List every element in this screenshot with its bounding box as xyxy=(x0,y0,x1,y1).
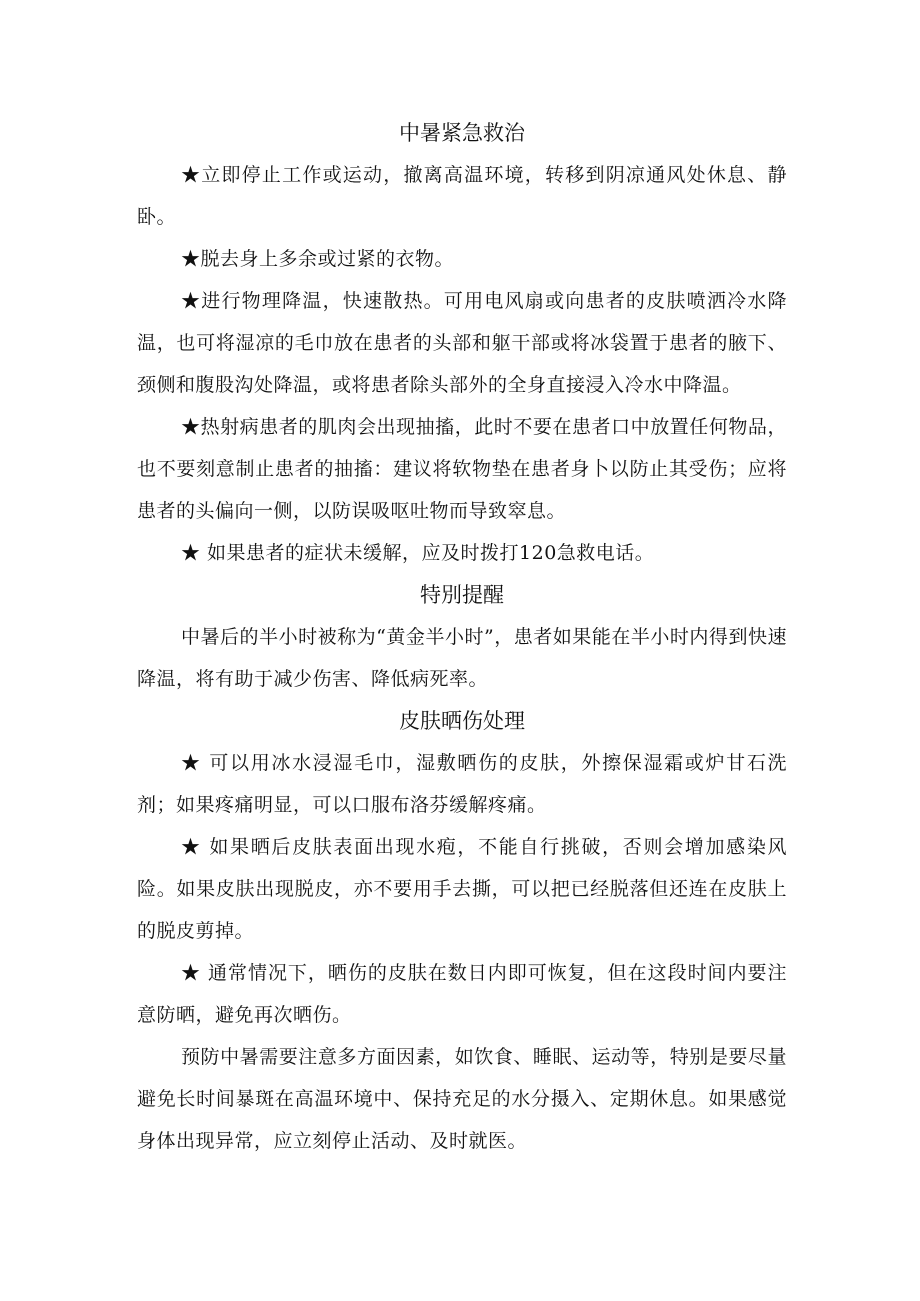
paragraph: ★立即停止工作或运动，撤离高温环境，转移到阴凉通风处休息、静卧。 xyxy=(137,164,787,228)
paragraph: ★进行物理降温，快速散热。可用电风扇或向患者的皮肤喷洒冷水降温，也可将湿凉的毛巾放在患者的头部和躯干部或将冰袋置于患者的腋下、颈侧和腹股沟处降温，或将患者除头部外的全身直接浸入冷水中降温。 xyxy=(137,290,787,396)
paragraph: ★热射病患者的肌肉会出现抽搐，此时不要在患者口中放置任何物品，也不要刻意制止患者的抽搐：建议将软物垫在患者身卜以防止其受伤；应将患者的头偏向一侧，以防误吸呕吐物而导致窣息。 xyxy=(137,416,787,522)
heading-sunburn-treatment: 皮肤晒伤处理 xyxy=(399,709,525,733)
heading-heatstroke-first-aid: 中暑紧急救治 xyxy=(399,121,525,145)
heading-special-reminder: 特別提醒 xyxy=(420,583,504,607)
paragraph: ★ 可以用冰水浸湿毛巾，湿敷晒伤的皮肤，外擦保湿霜或炉甘石洗剂；如果疼痛明显，可以口服布洛芬缓解疼痛。 xyxy=(137,752,787,816)
paragraph: ★ 通常情况下，晒伤的皮肤在数日内即可恢复，但在这段时间内要注意防晒，避免再次晒伤。 xyxy=(137,962,787,1026)
paragraph: ★ 如果患者的症状未缓解，应及时拨打120急救电话。 xyxy=(181,542,655,564)
document-page xyxy=(137,112,787,1162)
paragraph: 预防中暑需要注意多方面因素，如饮食、睡眠、运动等，特别是要尽量避免长时间暴斑在高温环境中、保持充足的水分摄入、定期休息。如果感觉身体出现异常，应立刻停止活动、及时就医。 xyxy=(137,1046,787,1152)
paragraph: ★脱去身上多余或过紧的衣物。 xyxy=(181,248,455,270)
paragraph: 中暑后的半小时被称为“黄金半小时”，患者如果能在半小时内得到快速降温，将有助于减少伤害、降低病死率。 xyxy=(137,626,787,690)
paragraph: ★ 如果晒后皮肤表面出现水疱，不能自行挑破，否则会增加感染风险。如果皮肤出现脱皮，亦不要用手去撕，可以把已经脱落但还连在皮肤上的脱皮剪掉。 xyxy=(137,836,787,942)
